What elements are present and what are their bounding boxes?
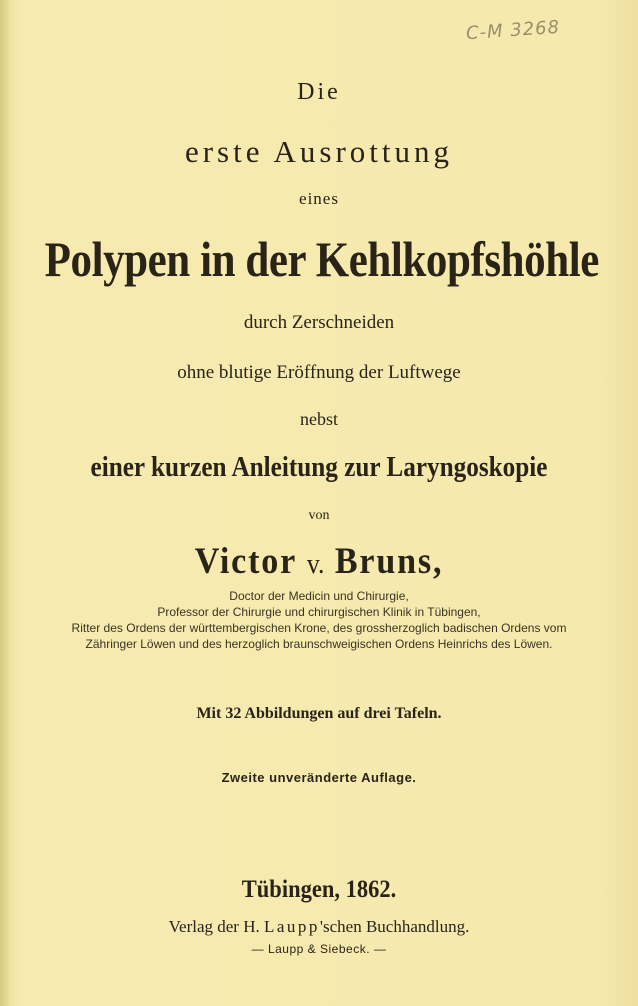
publisher-prefix: Verlag der H. xyxy=(168,917,260,936)
illustrations-note: Mit 32 Abbildungen auf drei Tafeln. xyxy=(196,705,442,722)
handwritten-shelfmark: C-M 3268 xyxy=(465,16,561,45)
author-last-name: Bruns, xyxy=(334,541,444,582)
place-and-year: Tübingen, 1862. xyxy=(241,876,397,903)
byline-von: von xyxy=(308,508,330,523)
subtitle-durch-zerschneiden: durch Zerschneiden xyxy=(243,312,395,333)
author-name xyxy=(26,540,613,583)
subtitle-nebst: nebst xyxy=(300,409,338,429)
main-title: Polypen in der Kehlkopfshöhle xyxy=(44,231,599,287)
title-line-eines: eines xyxy=(299,189,339,208)
publisher-suffix: 'schen Buchhandlung. xyxy=(319,917,470,936)
printer-line: — Laupp & Siebeck. — xyxy=(251,942,387,956)
author-credential-line: Doctor der Medicin und Chirurgie, xyxy=(229,589,409,603)
edition-note: Zweite unveränderte Auflage. xyxy=(221,770,417,785)
title-line-erste-ausrottung: erste Ausrottung xyxy=(184,134,454,169)
subtitle-ohne-blutige: ohne blutige Eröffnung der Luftwege xyxy=(177,362,461,383)
title-article: Die xyxy=(297,79,341,105)
author-particle: v. xyxy=(306,549,325,580)
author-credential-line: Zähringer Löwen und des herzoglich braunschweigischen Ordens Heinrichs des Löwen. xyxy=(85,637,553,651)
author-first-name: Victor xyxy=(194,541,297,582)
subtitle-anleitung: einer kurzen Anleitung zur Laryngoskopie xyxy=(90,452,548,483)
publisher-line xyxy=(0,917,638,937)
author-credential-line: Ritter des Ordens der württembergischen Krone, des grossherzoglich badischen Ordens vom xyxy=(71,621,567,635)
author-credential-line: Professor der Chirurgie und chirurgischen Klinik in Tübingen, xyxy=(157,605,481,619)
publisher-name: Laupp xyxy=(263,917,320,936)
